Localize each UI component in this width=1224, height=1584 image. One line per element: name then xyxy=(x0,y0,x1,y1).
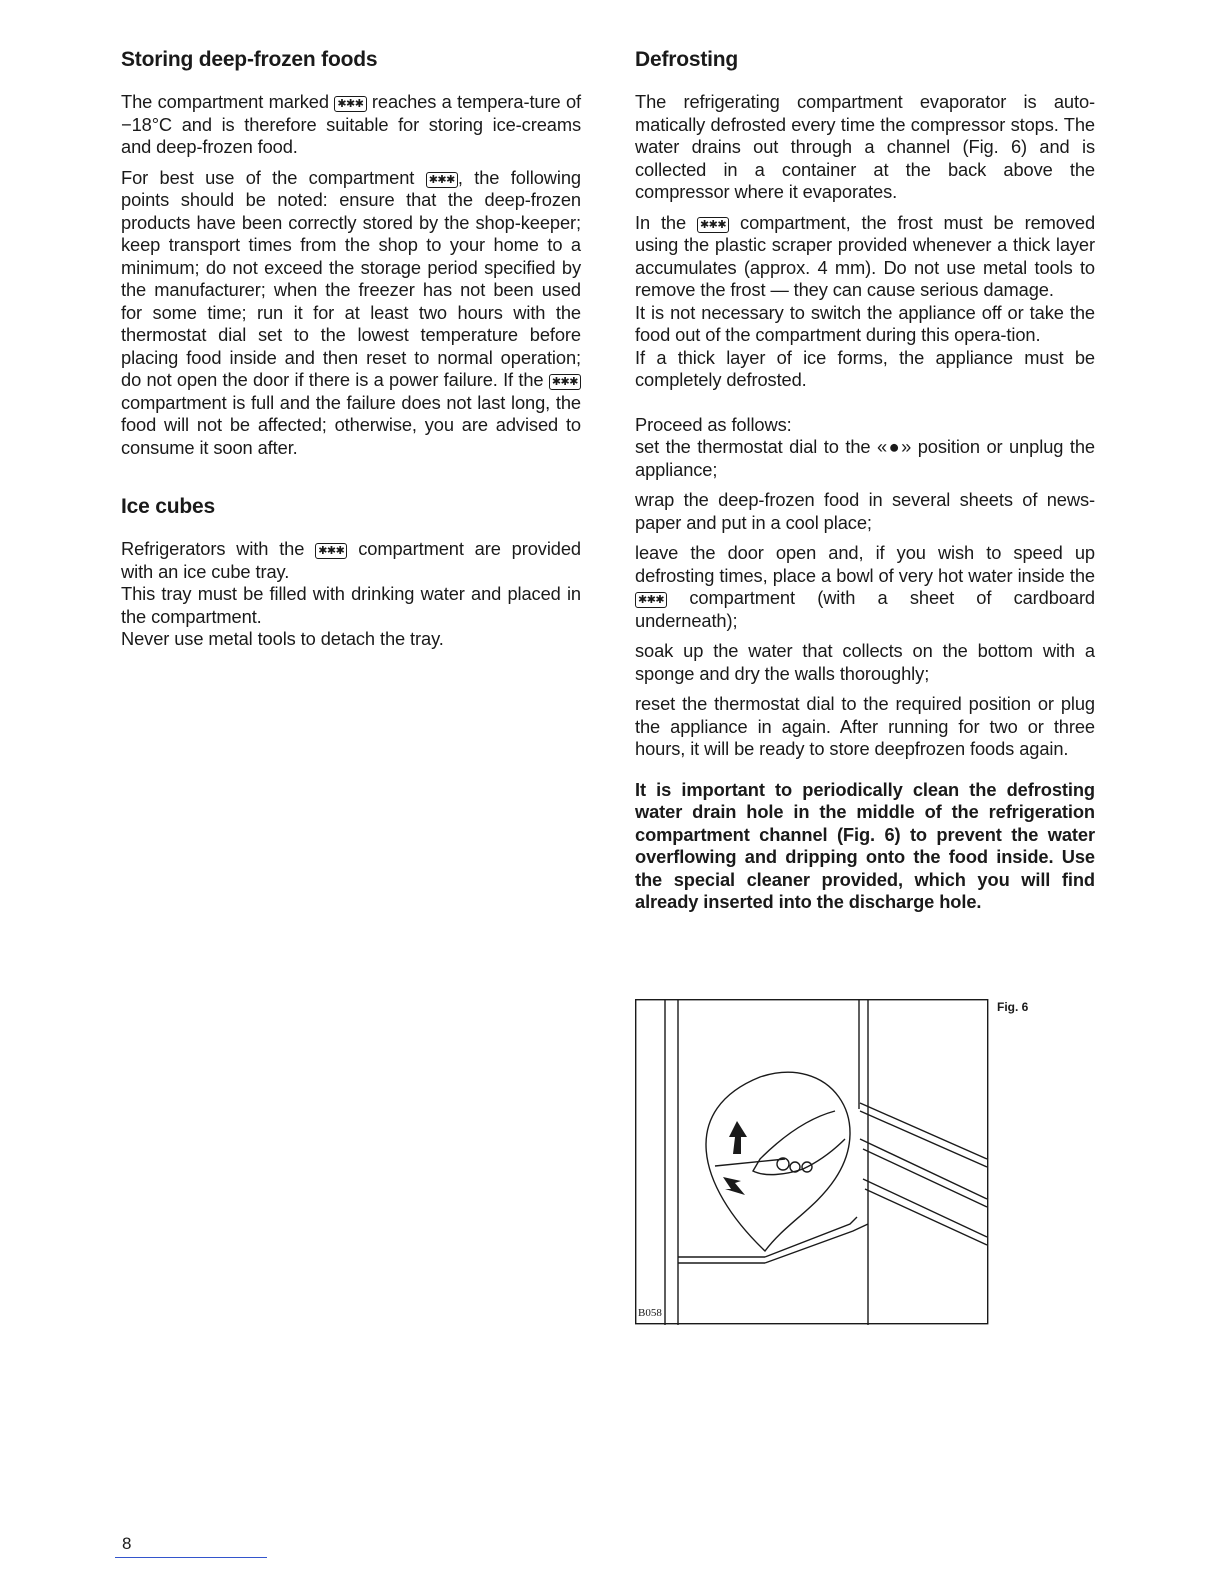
three-star-symbol: ✱✱✱ xyxy=(549,374,581,390)
step-1: set the thermostat dial to the «●» position or unplug the appliance; xyxy=(635,436,1095,480)
step-5: reset the thermostat dial to the required position or plug the appliance in again. After running for two or three hours, it will be ready to store deepfrozen foods again. xyxy=(635,693,1095,759)
page-number: 8 xyxy=(122,1534,132,1553)
ice-paragraph-1: Refrigerators with the ✱✱✱ compartment are provided with an ice cube tray. xyxy=(121,538,581,582)
three-star-symbol: ✱✱✱ xyxy=(697,217,729,233)
step-3: leave the door open and, if you wish to speed up defrosting times, place a bowl of very hot water inside the ✱✱✱ compartment (with a sheet of cardboard underneath); xyxy=(635,542,1095,631)
three-star-symbol: ✱✱✱ xyxy=(426,172,458,188)
storing-heading: Storing deep-frozen foods xyxy=(121,48,378,71)
ice-cubes-heading: Ice cubes xyxy=(121,495,215,518)
three-star-symbol: ✱✱✱ xyxy=(635,592,667,608)
proceed-label: Proceed as follows: xyxy=(635,413,792,435)
defrosting-heading: Defrosting xyxy=(635,48,739,71)
figure-label: Fig. 6 xyxy=(997,1000,1029,1014)
storing-paragraph-2: For best use of the compartment ✱✱✱ , the following points should be noted: ensure that the deep-frozen products have been correctly stored by the shop-keeper; keep transport times from the shop to your home to a minimum; do not exceed the storage period specified by the manufacturer; when the freezer has not been used for some time; run it for at least two hours with the thermostat dial set to the lowest temperature before placing food inside and then reset to normal operation; do not open the door if there is a power failure. If the ✱✱✱ compartment is full and the failure does not last long, the food will not be affected; otherwise, you are advised to consume it soon after. xyxy=(121,166,581,458)
defrost-paragraph-4: If a thick layer of ice forms, the appliance must be completely defrosted. xyxy=(635,346,1095,390)
defrost-paragraph-3: It is not necessary to switch the appliance off or take the food out of the compartment during this opera-tion. xyxy=(635,301,1095,345)
warning-paragraph: It is important to periodically clean the defrosting water drain hole in the middle of the refrigeration compartment channel (Fig. 6) to prevent the water overflowing and dripping onto the food inside. Use the special cleaner provided, which you will find already inserted into the discharge hole. xyxy=(635,778,1095,912)
ice-paragraph-2: This tray must be filled with drinking water and placed in the compartment. xyxy=(121,583,581,627)
figure-6-illustration xyxy=(635,999,989,1325)
storing-paragraph-1: The compartment marked ✱✱✱ reaches a tempera-ture of −18°C and is therefore suitable for storing ice-creams and deep-frozen food. xyxy=(121,91,582,157)
ice-paragraph-3: Never use metal tools to detach the tray. xyxy=(121,628,444,649)
defrost-paragraph-2: In the ✱✱✱ compartment, the frost must be removed using the plastic scraper provided whenever a thick layer accumulates (approx. 4 mm). Do not use metal tools to remove the frost — they can cause serious damage. xyxy=(635,211,1096,300)
right-column xyxy=(635,48,1095,922)
step-2: wrap the deep-frozen food in several sheets of news-paper and put in a cool place; xyxy=(635,489,1095,533)
figure-code: B058 xyxy=(638,1307,662,1319)
page-rule xyxy=(115,1557,267,1558)
defrost-paragraph-1: The refrigerating compartment evaporator is auto-matically defrosted every time the compressor stops. The water drains out through a channel (Fig. 6) and is collected in a container at the back above the compressor where it evaporates. xyxy=(635,91,1095,202)
defrost-drain-diagram xyxy=(635,999,989,1325)
ice-cubes-section xyxy=(121,495,581,651)
three-star-symbol: ✱✱✱ xyxy=(315,543,347,559)
three-star-symbol: ✱✱✱ xyxy=(334,96,366,112)
left-column xyxy=(121,48,581,651)
step-4: soak up the water that collects on the bottom with a sponge and dry the walls thoroughly; xyxy=(635,640,1095,684)
